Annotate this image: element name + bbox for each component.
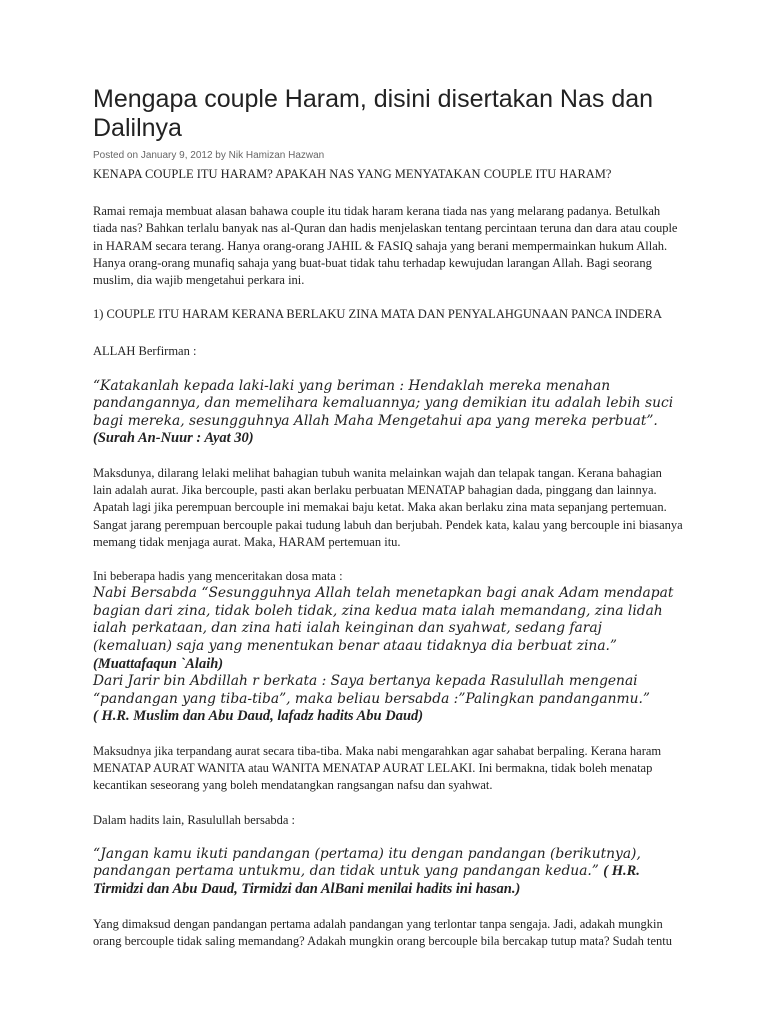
- section-heading-1: 1) COUPLE ITU HARAM KERANA BERLAKU ZINA MATA DAN PENYALAHGUNAAN PANCA INDERA: [93, 307, 663, 322]
- quote-tirmidzi-reference: ( H.R. Tirmidzi dan Abu Daud, Tirmidzi dan AlBani menilai hadits ini hasan.): [93, 863, 640, 897]
- paragraph-maksudnya: Maksudnya jika terpandang aurat secara tiba-tiba. Maka nabi mengarahkan agar sahabat berpaling. Kerana haram MENATAP AURAT WANITA atau WANITA MENATAP AURAT LELAKI. Ini bermakna, tidak boleh menatap kecantikan seseorang yang boleh mendatangkan rangsangan nafsu dan syahwat.: [93, 743, 662, 793]
- allah-berfirman-label: ALLAH Berfirman :: [93, 344, 197, 359]
- quote-an-nuur-reference: (Surah An-Nuur : Ayat 30): [93, 430, 254, 447]
- paragraph-intro: Ramai remaja membuat alasan bahawa couple itu tidak haram kerana tiada nas yang melarang padanya. Betulkah tiada nas? Bahkan terlalu banyak nas al-Quran dan hadis menjelaskan tentang percintaan teruna dan dara atau couple in HARAM secara terang. Hanya orang-orang JAHIL & FASIQ sahaja yang berani mempermainkan hukum Allah. Hanya orang-orang munafiq sahaja yang buat-buat tidak tahu terhadap kewujudan larangan Allah. Bagi seorang muslim, dia wajib mengetahui perkara ini.: [93, 204, 678, 288]
- article: [93, 85, 683, 950]
- article-title: Mengapa couple Haram, disini disertakan Nas dan Dalilnya: [93, 85, 654, 142]
- quote-tirmidzi-text: “Jangan kamu ikuti pandangan (pertama) itu dengan pandangan (berikutnya), pandangan pertama untukmu, dan tidak untuk yang pandangan kedua.”: [93, 845, 641, 880]
- quote-an-nuur-text: “Katakanlah kepada laki-laki yang beriman : Hendaklah mereka menahan pandangannya, dan memelihara kemaluannya; yang demikian itu adalah lebih suci bagi mereka, sesungguhnya Allah Maha Mengetahui apa yang mereka perbuat”.: [93, 377, 674, 429]
- quote-hadith-zina-reference: (Muattafaqun `Alaih): [93, 655, 224, 672]
- paragraph-hadis-intro: Ini beberapa hadis yang menceritakan dosa mata :: [93, 569, 343, 584]
- quote-jarir-reference: ( H.R. Muslim dan Abu Daud, lafadz hadits Abu Daud): [93, 708, 424, 725]
- paragraph-pandangan-pertama: Yang dimaksud dengan pandangan pertama adalah pandangan yang terlontar tanpa sengaja. Jadi, adakah mungkin orang bercouple tidak saling memandang? Adakah mungkin orang bercouple bila bercakap tutup mata? Sudah tentu: [93, 916, 672, 948]
- quote-jarir-text: Dari Jarir bin Abdillah r berkata : Saya bertanya kepada Rasulullah mengenai “pandangan yang tiba-tiba”, maka beliau bersabda :”Palingkan pandanganmu.”: [93, 673, 650, 707]
- quote-hadith-zina: [93, 585, 683, 673]
- article-subheading: KENAPA COUPLE ITU HARAM? APAKAH NAS YANG MENYATAKAN COUPLE ITU HARAM?: [93, 167, 612, 181]
- quote-tirmidzi: [93, 846, 683, 899]
- post-meta: Posted on January 9, 2012 by Nik Hamizan Hazwan: [93, 150, 325, 161]
- quote-hadith-zina-text: Nabi Bersabda “Sesungguhnya Allah telah menetapkan bagi anak Adam mendapat bagian dari zina, tidak boleh tidak, zina kedua mata ialah memandang, zina lidah ialah perkataan, dan zina hati ialah keinginan dan syahwat, sedang faraj (kemaluan) saja yang menentukan benar ataau tidaknya dia berbuat zina.”: [93, 585, 674, 654]
- paragraph-hadits-lain: Dalam hadits lain, Rasulullah bersabda :: [93, 812, 296, 827]
- quote-an-nuur: [93, 378, 683, 448]
- quote-jarir: [93, 673, 683, 708]
- paragraph-explanation: Maksdunya, dilarang lelaki melihat bahagian tubuh wanita melainkan wajah dan telapak tangan. Kerana bahagian lain adalah aurat. Jika bercouple, pasti akan berlaku perbuatan MENATAP bahagian dada, pinggang dan lainnya. Apatah lagi jika perempuan bercouple ini memakai baju ketat. Maka akan berlaku zina mata sepanjang pertemuan. Sangat jarang perempuan bercouple pakai tudung labuh dan berjubah. Pendek kata, kalau yang bercouple ini biasanya memang tidak menjaga aurat. Maka, HARAM pertemuan itu.: [93, 466, 683, 549]
